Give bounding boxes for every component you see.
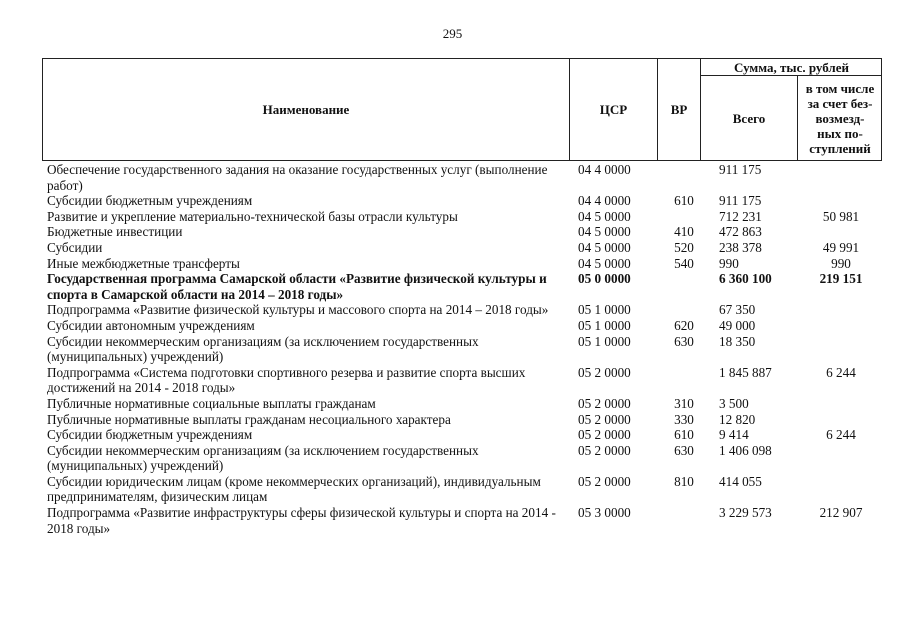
table-row [45,443,885,474]
row-vr: 540 [674,255,694,271]
row-total: 3 229 573 [719,505,772,521]
row-total: 911 175 [719,193,762,209]
header-name: Наименование [262,102,350,117]
table-row [45,412,885,428]
header-free-line: в том числе [805,80,875,96]
row-name: Субсидии некоммерческим организациям (за исключением государственных (муниципальных) учреждений) [47,333,479,365]
row-name: Субсидии автономным учреждениям [47,317,255,333]
row-csr: 05 1 0000 [578,302,631,318]
row-free: 219 151 [819,271,863,287]
row-csr: 05 0 0000 [578,271,631,287]
row-free: 990 [831,255,851,271]
table-row [45,318,885,334]
table-row [45,365,885,396]
table-row [45,427,885,443]
row-free: 6 244 [826,427,856,443]
table-row [45,396,885,412]
table-row [45,256,885,272]
row-total: 414 055 [719,473,762,489]
table-row [45,505,885,536]
row-csr: 05 2 0000 [578,473,631,489]
row-free: 6 244 [826,364,856,380]
row-csr: 05 2 0000 [578,442,631,458]
row-total: 6 360 100 [719,271,772,287]
header-vr: ВР [670,102,688,117]
header-free-line: ступлений [809,140,871,156]
table-row [45,162,885,193]
table-row [45,334,885,365]
row-total: 18 350 [719,333,756,349]
header-csr: ЦСР [599,102,628,117]
row-free: 49 991 [822,239,860,255]
row-total: 911 175 [719,162,762,177]
row-name: Подпрограмма «Система подготовки спортивного резерва и развитие спорта высших достижений на 2014 - 2018 годы» [47,364,526,396]
table-row [45,302,885,318]
row-total: 49 000 [719,317,756,333]
header-sum: Сумма, тыс. рублей [734,59,849,75]
row-free: 212 907 [819,505,863,521]
row-csr: 04 5 0000 [578,239,631,255]
row-name: Субсидии [47,239,103,255]
header-free [798,76,882,160]
row-vr: 630 [674,442,694,458]
row-vr: 630 [674,333,694,349]
row-csr: 04 4 0000 [578,162,631,177]
row-csr: 05 2 0000 [578,395,631,411]
header-free-line: ных по- [817,125,863,141]
row-name: Субсидии юридическим лицам (кроме некоммерческих организаций), индивидуальным предпринимателям, физическим лицам [47,473,541,505]
header-free-line: за счет без- [807,95,873,111]
table-body [45,162,885,536]
table-row [45,271,885,302]
row-name: Обеспечение государственного задания на оказание государственных услуг (выполнение работ) [47,162,548,193]
row-vr: 330 [674,411,694,427]
row-csr: 05 2 0000 [578,364,631,380]
row-total: 990 [719,255,739,271]
header-total: Всего [732,110,766,126]
row-csr: 04 4 0000 [578,193,631,209]
row-name: Иные межбюджетные трансферты [47,255,240,271]
row-total: 9 414 [719,427,749,443]
page-number: 295 [442,26,463,41]
row-csr: 04 5 0000 [578,224,631,240]
row-name: Субсидии бюджетным учреждениям [47,427,253,443]
row-total: 238 378 [719,239,762,255]
row-csr: 05 2 0000 [578,411,631,427]
row-csr: 04 5 0000 [578,255,631,271]
row-total: 1 845 887 [719,364,772,380]
header-free-line: возмезд- [815,110,865,126]
row-name: Субсидии бюджетным учреждениям [47,193,253,209]
table-row [45,474,885,505]
row-name: Государственная программа Самарской области «Развитие физической культуры и спорта в Самарской области на 2014 – 2018 годы» [47,271,547,302]
table-row [45,209,885,225]
table-header [42,58,882,161]
row-name: Субсидии некоммерческим организациям (за исключением государственных (муниципальных) учреждений) [47,442,479,474]
table-row [45,240,885,256]
row-name: Бюджетные инвестиции [47,224,183,240]
table-row [45,224,885,240]
row-free: 50 981 [822,208,860,224]
row-total: 3 500 [719,395,749,411]
row-name: Подпрограмма «Развитие физической культуры и массового спорта на 2014 – 2018 годы» [47,302,549,318]
row-csr: 05 3 0000 [578,505,631,521]
row-total: 12 820 [719,411,756,427]
row-csr: 05 1 0000 [578,317,631,333]
row-csr: 05 2 0000 [578,427,631,443]
row-total: 1 406 098 [719,442,772,458]
row-vr: 610 [674,427,694,443]
row-vr: 520 [674,239,694,255]
row-vr: 810 [674,473,694,489]
row-vr: 410 [674,224,694,240]
row-name: Развитие и укрепление материально-технической базы отрасли культуры [47,208,458,224]
row-vr: 620 [674,317,694,333]
row-name: Публичные нормативные социальные выплаты гражданам [47,395,376,411]
row-vr: 610 [674,193,694,209]
row-csr: 05 1 0000 [578,333,631,349]
row-name: Публичные нормативные выплаты гражданам несоциального характера [47,411,451,427]
row-csr: 04 5 0000 [578,208,631,224]
row-total: 472 863 [719,224,762,240]
row-total: 712 231 [719,208,762,224]
row-vr: 310 [674,395,694,411]
table-row [45,193,885,209]
row-name: Подпрограмма «Развитие инфраструктуры сферы физической культуры и спорта на 2014 - 2018 годы» [47,505,556,536]
row-total: 67 350 [719,302,756,318]
